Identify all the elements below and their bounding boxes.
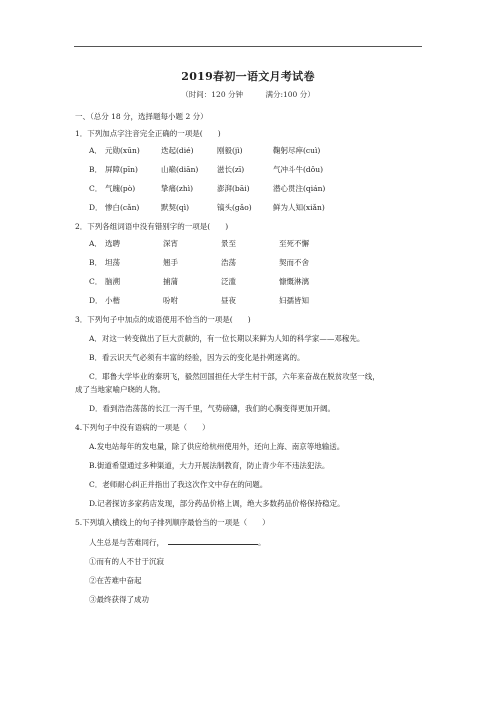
question-4-option-a: A.发电站每年的发电量，除了供应给杭州使用外，还向上海、南京等地输送。 (89, 442, 345, 451)
question-3-option-c-continued: 成了当地家喻户晓的人物。 (75, 385, 165, 394)
question-3-stem: 3．下列句子中加点的成语使用不恰当的一项是( ) (75, 315, 251, 324)
option-row (89, 294, 425, 307)
question-4-option-b: B.街道希望通过多种渠道，大力开展法制教育，防止青少年不违法犯法。 (89, 461, 330, 470)
top-divider (74, 46, 422, 47)
question-5-stem: 5.下列填入横线上的句子排列顺序最恰当的一项是（ ） (75, 518, 270, 527)
option-item: 惨白(cǎn) (105, 203, 140, 212)
question-4-stem: 4.下列句子中没有语病的一项是（ ） (75, 423, 210, 432)
question-2-options (75, 237, 425, 307)
option-item: 小楷 (105, 296, 120, 305)
question-5-end-mark: 。 (258, 538, 266, 547)
option-letter: C． (89, 277, 103, 286)
question-3-option-a: A．对这一转变做出了巨大贡献的，有一位长期以来鲜为人知的科学家——邓稼先。 (89, 334, 365, 343)
option-item: 气魄(pò) (105, 184, 136, 193)
option-letter: D． (89, 203, 103, 212)
option-letter: C． (89, 184, 103, 193)
option-item: 默契(qì) (161, 203, 190, 212)
option-item: 镐头(gǎo) (217, 203, 252, 212)
option-item: 选聘 (105, 239, 120, 248)
question-3-option-b: B．看云识天气必须有丰富的经验，因为云的变化是扑朔迷离的。 (89, 353, 305, 362)
question-4-option-c: C．老师耐心纠正并指出了我这次作文中存在的问题。 (89, 480, 268, 489)
option-letter: B． (89, 165, 103, 174)
option-item: 泛滥 (221, 277, 236, 286)
option-row (89, 275, 425, 288)
option-item: 翘手 (163, 258, 178, 267)
option-item: 澎湃(bāi) (217, 184, 250, 193)
option-item: 妇孺皆知 (279, 296, 309, 305)
option-item: 至死不懈 (279, 239, 309, 248)
option-row (89, 201, 425, 214)
question-5-lead-text: 人生总是与苦难同行， (89, 538, 164, 547)
option-item: 契而不舍 (279, 258, 309, 267)
option-item: 吩咐 (163, 296, 178, 305)
question-1-options (75, 144, 425, 214)
section-heading: 一、（总分 18 分，选择题每小题 2 分） (75, 112, 208, 121)
option-item: 滋长(zī) (217, 165, 245, 174)
option-item: 山巅(diān) (161, 165, 199, 174)
option-item: 深宵 (163, 239, 178, 248)
answer-blank[interactable] (168, 535, 258, 545)
option-item: 迭起(dié) (161, 146, 194, 155)
question-3-option-d: D．看到浩浩荡荡的长江一泻千里，气势磅礴，我们的心胸变得更加开阔。 (89, 404, 336, 413)
option-item: 元勋(xūn) (105, 146, 140, 155)
option-item: 挚痛(zhì) (161, 184, 194, 193)
option-letter: A． (89, 239, 102, 248)
option-item: 鞠躬尽瘁(cuì) (273, 146, 321, 155)
option-item: 捕蒲 (163, 277, 178, 286)
question-2-stem: 2．下列各组词语中没有错别字的一项是( ) (75, 222, 229, 231)
option-item: 脑溯 (105, 277, 120, 286)
exam-content (75, 110, 425, 612)
option-item: 鲜为人知(xiǎn) (273, 203, 325, 212)
option-row (89, 256, 425, 269)
option-letter: A． (89, 146, 102, 155)
option-letter: B． (89, 258, 103, 267)
option-letter: D． (89, 296, 103, 305)
option-item: 气冲斗牛(dǒu) (273, 165, 323, 174)
question-5-lead (75, 535, 425, 549)
question-5-item: ②在苦难中奋起 (89, 576, 142, 585)
question-1-stem: 1．下列加点字注音完全正确的一项是( ) (75, 129, 221, 138)
option-row (89, 163, 425, 176)
option-item: 刚毅(jì) (217, 146, 243, 155)
question-3-option-c: C．耶鲁大学毕业的秦玥飞，毅然回国担任大学生村干部，六年来奋战在脱贫攻坚一线， (89, 372, 380, 381)
option-row (89, 144, 425, 157)
option-item: 坦荡 (105, 258, 120, 267)
option-item: 昼夜 (221, 296, 236, 305)
exam-subtitle: （时间：120 分钟 满分:100 分） (181, 90, 315, 99)
option-row (89, 237, 425, 250)
question-5-item: ①而有的人不甘于沉寂 (89, 557, 164, 566)
option-item: 景至 (221, 239, 236, 248)
question-4-option-d: D.记者探访多家药店发现，部分药品价格上调，绝大多数药品价格保持稳定。 (89, 499, 345, 508)
option-item: 屏障(pīn) (105, 165, 138, 174)
option-item: 浩荡 (221, 258, 236, 267)
question-5-item: ③最终获得了成功 (89, 595, 149, 604)
option-item: 潜心贯注(qián) (273, 184, 326, 193)
option-row (89, 182, 425, 195)
option-item: 慷慨淋漓 (279, 277, 309, 286)
exam-title: 2019春初一语文月考试卷 (181, 70, 315, 83)
